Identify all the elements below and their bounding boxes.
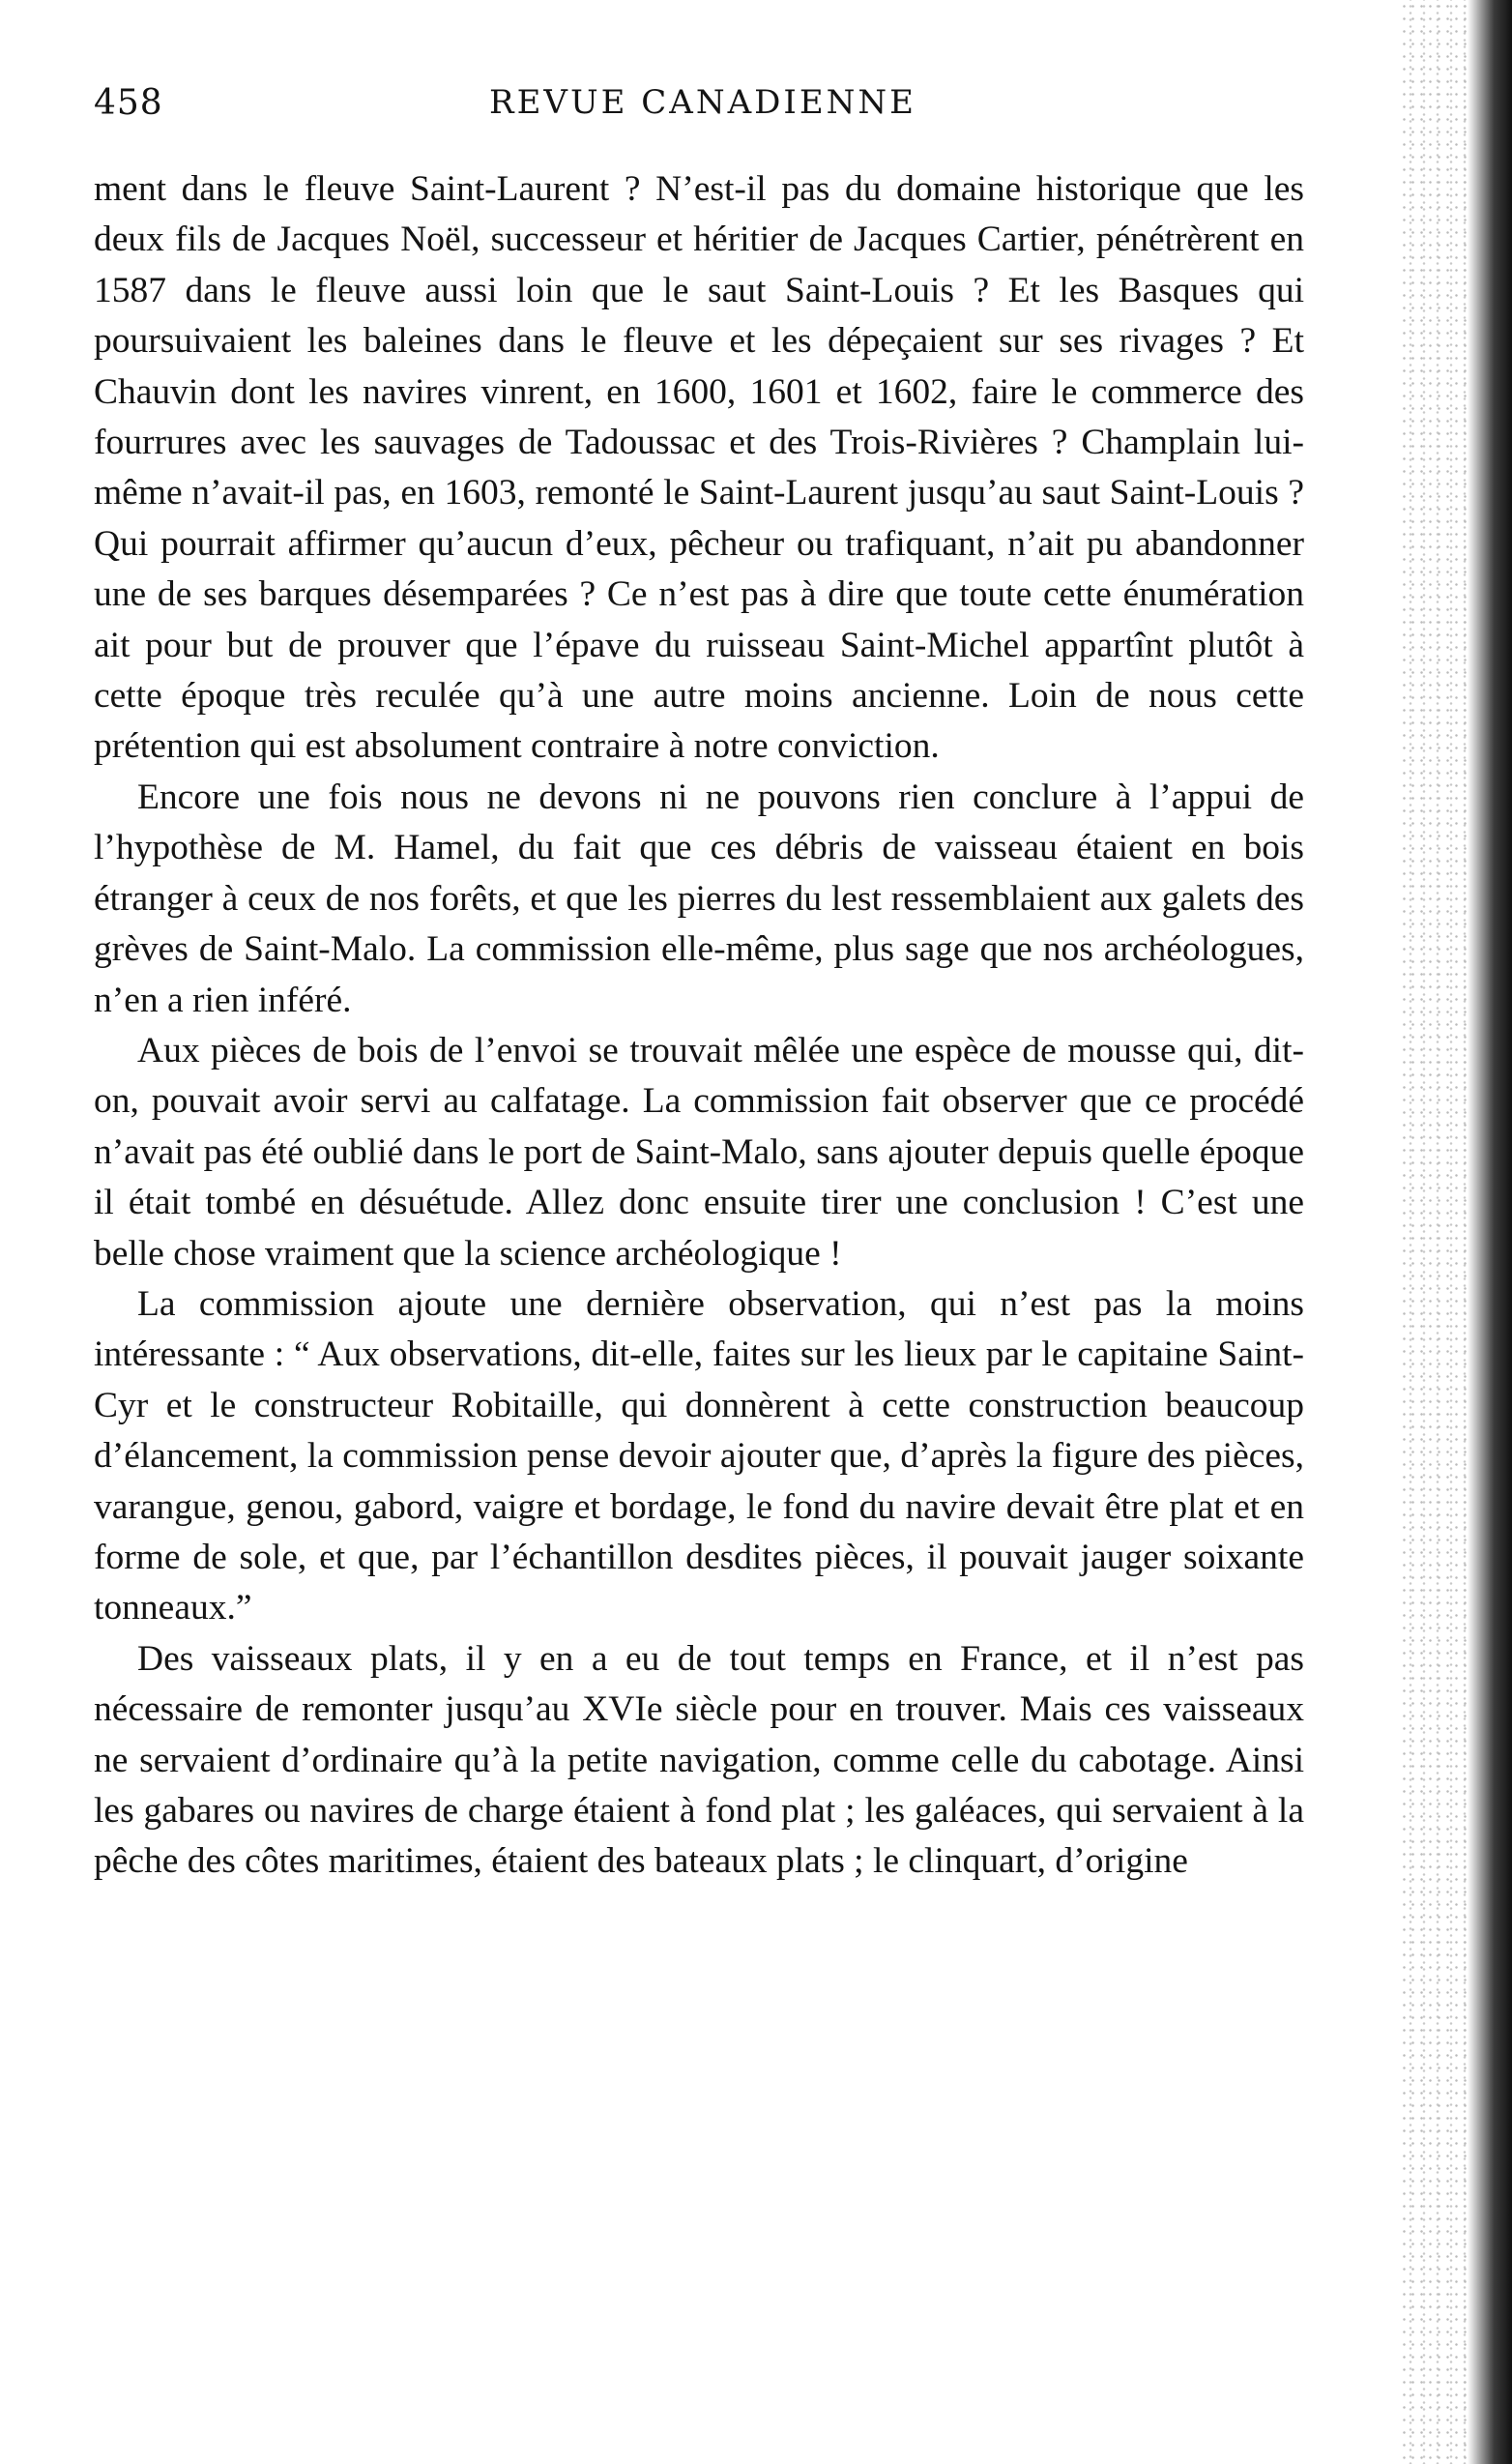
scan-edge-speckle bbox=[1400, 0, 1468, 2464]
paragraph: ment dans le fleuve Saint-Laurent ? N’est-il pas du domaine historique que les deux fils de Jacques Noël, successeur et héritier de Jacques Cartier, pénétrèrent en 1587 dans le fleuve aussi loin que le saut Saint-Louis ? Et les Basques qui poursuivaient les baleines dans le fleuve et les dépeçaient sur ses rivages ? Et Chauvin dont les navires vinrent, en 1600, 1601 et 1602, faire le commerce des fourrures avec les sauvages de Tadoussac et des Trois-Rivières ? Champlain lui-même n’avait-il pas, en 1603, remonté le Saint-Laurent jusqu’au saut Saint-Louis ? Qui pourrait affirmer qu’aucun d’eux, pêcheur ou trafiquant, n’ait pu abandonner une de ses barques désemparées ? Ce n’est pas à dire que toute cette énumération ait pour but de prouver que l’épave du ruisseau Saint-Michel appartînt plutôt à cette époque très reculée qu’à une autre moins ancienne. Loin de nous cette prétention qui est absolument contraire à notre conviction. bbox=[94, 169, 1304, 767]
paragraph: Des vaisseaux plats, il y en a eu de tout temps en France, et il n’est pas nécessaire de remonter jusqu’au XVIe siècle pour en trouver. Mais ces vaisseaux ne servaient d’ordinaire qu’à la petite navigation, comme celle du cabotage. Ainsi les gabares ou navires de charge étaient à fond plat ; les galéaces, qui servaient à la pêche des côtes maritimes, étaient des bateaux plats ; le clinquart, d’origine bbox=[94, 1638, 1304, 1882]
running-title: REVUE CANADIENNE bbox=[489, 83, 916, 122]
page-header bbox=[94, 83, 1312, 141]
body-text bbox=[94, 164, 1304, 1888]
page-number: 458 bbox=[94, 83, 163, 123]
scan-dark-edge bbox=[1468, 0, 1512, 2464]
paragraph: Aux pièces de bois de l’envoi se trouvait mêlée une espèce de mousse qui, dit-on, pouvait avoir servi au calfatage. La commission fait observer que ce procédé n’avait pas été oublié dans le port de Saint-Malo, sans ajouter depuis quelle époque il était tombé en désuétude. Allez donc ensuite tirer une conclusion ! C’est une belle chose vraiment que la science archéologique ! bbox=[94, 1030, 1304, 1274]
paragraph: Encore une fois nous ne devons ni ne pouvons rien conclure à l’appui de l’hypothèse de M. Hamel, du fait que ces débris de vaisseau étaient en bois étranger à ceux de nos forêts, et que les pierres du lest ressemblaient aux galets des grèves de Saint-Malo. La commission elle-même, plus sage que nos archéologues, n’en a rien inféré. bbox=[94, 777, 1304, 1020]
paragraph: La commission ajoute une dernière observation, qui n’est pas la moins intéressante : “ Aux observations, dit-elle, faites sur les lieux par le capitaine Saint-Cyr et le constructeur Robitaille, qui donnèrent à cette construction beaucoup d’élancement, la commission pense devoir ajouter que, d’après la figure des pièces, varangue, genou, gabord, vaigre et bordage, le fond du navire devait être plat et en forme de sole, et que, par l’échantillon desdites pièces, il pouvait jauger soixante tonneaux.” bbox=[94, 1283, 1304, 1628]
